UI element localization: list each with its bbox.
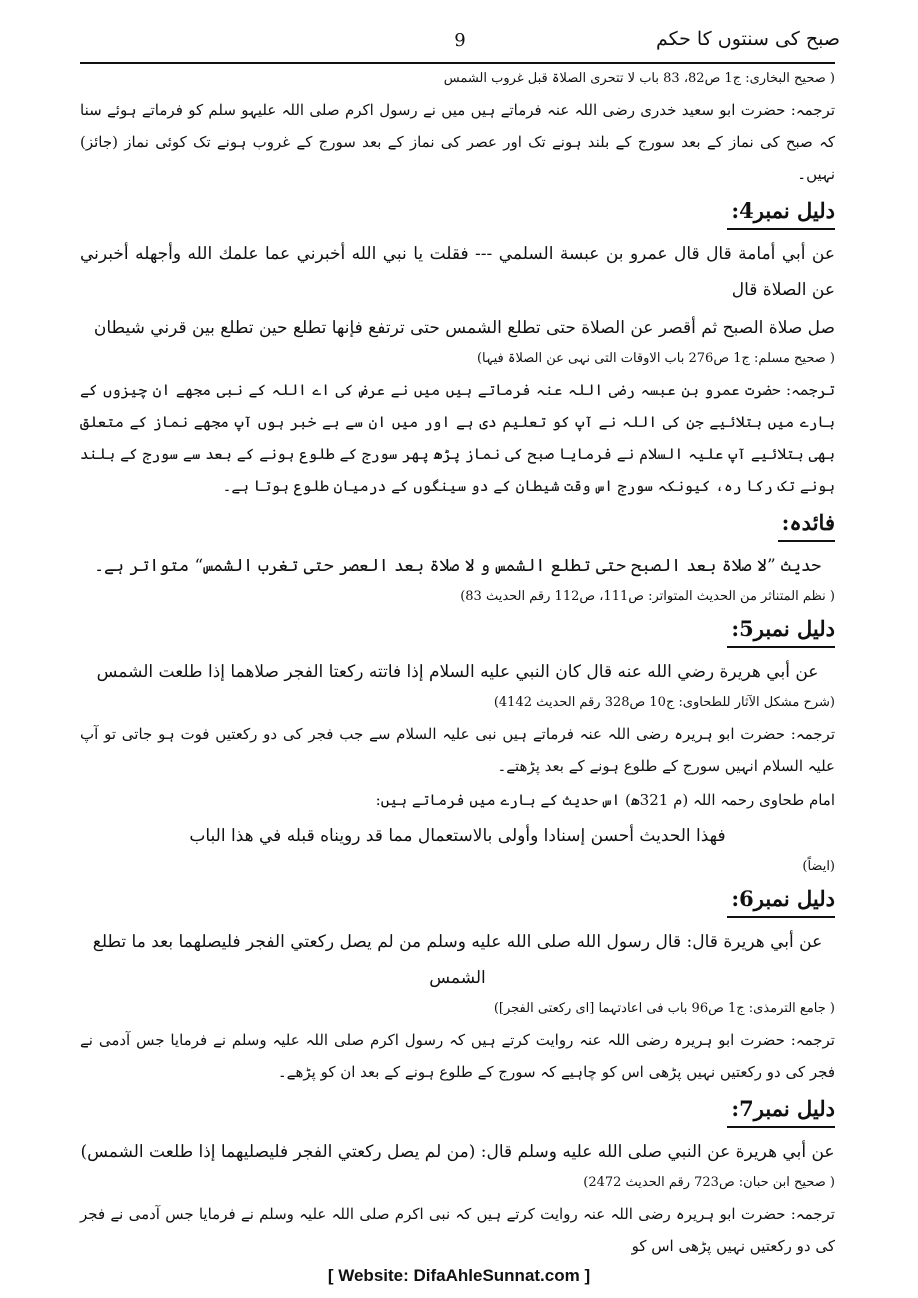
reference-note: ( صحیح ابن حبان: ص723 رقم الحدیث 2472) — [583, 1175, 835, 1190]
section-heading-6 — [80, 884, 835, 918]
imam-statement: امام طحاوی رحمہ اللہ (م 321ھ) اس حدیث کے بارے میں فرماتے ہیں: — [375, 791, 835, 809]
urdu-translation: ترجمہ: حضرت ابو سعید خدری رضی اللہ عنہ فرماتے ہیں میں نے رسول اکرم صلی اللہ علیہو سلم کو فرماتے ہوئے سنا کہ صبح کی نماز کے بعد سورج کے بلند ہونے تک اور عصر کی نماز کے بعد سورج کے غروب ہونے تک کوئی نماز (جائز) نہیں۔ — [80, 101, 835, 183]
page-header — [80, 28, 840, 58]
section-heading-fayda — [80, 508, 835, 542]
arabic-hadith: عن أبي هريرة قال: قال رسول الله صلى الله عليه وسلم من لم يصل ركعتي الفجر فليصلهما بعد ما تطلع الشمس — [92, 932, 823, 988]
urdu-translation: ترجمہ: حضرت ابو ہریرہ رضی اللہ عنہ روایت کرتے ہیں کہ نبی اکرم صلی اللہ علیہ وسلم نے فرمایا جس آدمی نے فجر کی دو رکعتیں نہیں پڑھی اس کو — [80, 1205, 835, 1255]
page-body — [80, 66, 835, 1264]
section-heading-5 — [80, 614, 835, 648]
reference-note: (شرح مشکل الآثار للطحاوی: ج10 ص328 رقم الحدیث 4142) — [493, 695, 835, 710]
page-number: 9 — [454, 30, 466, 51]
urdu-translation: ترجمہ: حضرت عمرو بن عبسہ رضی اللہ عنہ فرماتے ہیں میں نے عرض کی اے اللہ کے نبی مجھے ان چیزوں کے بارے میں بتلائیے جن کی اللہ نے آپ کو تعلیم دی ہے اور میں ان سے بے خبر ہوں آپ مجھے نماز کے متعلق بھی بتلائیے آپ علیہ السلام نے فرمایا صبح کی نماز پڑھ پھر سورج کے طلوع ہونے کے بعد سے سورج کے بلند ہونے تک رکا رہ، کیونکہ سورج اس وقت شیطان کے دو سینگوں کے درمیان طلوع ہوتا ہے۔ — [80, 381, 835, 495]
reference-note: (ایضاً) — [802, 859, 835, 874]
section-heading-4 — [80, 196, 835, 230]
reference-note: ( نظم المتناثر من الحدیث المتواتر: ص111، ص112 رقم الحدیث 83) — [460, 589, 835, 604]
heading-text: فائدہ: — [778, 508, 835, 542]
arabic-hadith: عن أبي هريرة عن النبي صلى الله عليه وسلم قال: (من لم يصل ركعتي الفجر فليصليهما إذا طلعت الشمس) — [80, 1142, 835, 1162]
reference-note: ( جامع الترمذی: ج1 ص96 باب فی اعادتہما [ای رکعتی الفجر]) — [493, 1001, 835, 1016]
section-heading-7 — [80, 1094, 835, 1128]
fayda-text: حدیث ”لا صلاة بعد الصبح حتى تطلع الشمس و لا صلاة بعد العصر حتى تغرب الشمس“ متواتر ہے۔ — [94, 556, 821, 576]
running-title: صبح کی سنتوں کا حکم — [655, 28, 840, 50]
heading-text: دلیل نمبر6: — [727, 884, 835, 918]
arabic-quote: فهذا الحديث أحسن إسنادا وأولى بالاستعمال مما قد رويناه قبله في هذا الباب — [189, 826, 726, 846]
urdu-translation: ترجمہ: حضرت ابو ہریرہ رضی اللہ عنہ روایت کرتے ہیں کہ رسول اکرم صلی اللہ علیہ وسلم نے فرمایا جس آدمی نے فجر کی دو رکعتیں نہیں پڑھی اس کو چاہیے کہ سورج کے طلوع ہونے کے بعد ان کو پڑھے۔ — [80, 1031, 835, 1081]
arabic-hadith: عن أبي هريرة رضي الله عنه قال كان النبي عليه السلام إذا فاتته ركعتا الفجر صلاهما إذا طلعت الشمس — [96, 662, 819, 682]
arabic-hadith: عن أبي أمامة قال قال عمرو بن عبسة السلمي --- فقلت يا نبي الله أخبرني عما علمك الله وأجهله أخبرني عن الصلاة قال — [80, 244, 835, 300]
reference-note: ( صحیح مسلم: ج1 ص276 باب الاوقات التی نہی عن الصلاۃ فیہا) — [476, 351, 835, 366]
arabic-hadith: صل صلاة الصبح ثم أقصر عن الصلاة حتى تطلع الشمس حتى ترتفع فإنها تطلع حين تطلع بين قرني شيطان — [93, 318, 835, 338]
urdu-translation: ترجمہ: حضرت ابو ہریرہ رضی اللہ عنہ فرماتے ہیں نبی علیہ السلام سے جب فجر کی دو رکعتیں فوت ہو جاتی تو آپ علیہ السلام انہیں سورج کے طلوع ہونے کے بعد پڑھتے۔ — [80, 725, 835, 775]
reference-note: ( صحیح البخاری: ج1 ص82، 83 باب لا تتحری الصلاۃ قبل غروب الشمس — [443, 71, 835, 86]
heading-text: دلیل نمبر4: — [727, 196, 835, 230]
header-divider — [80, 62, 835, 64]
heading-text: دلیل نمبر5: — [727, 614, 835, 648]
heading-text: دلیل نمبر7: — [727, 1094, 835, 1128]
website-footer: [ Website: DifaAhleSunnat.com ] — [327, 1266, 591, 1285]
